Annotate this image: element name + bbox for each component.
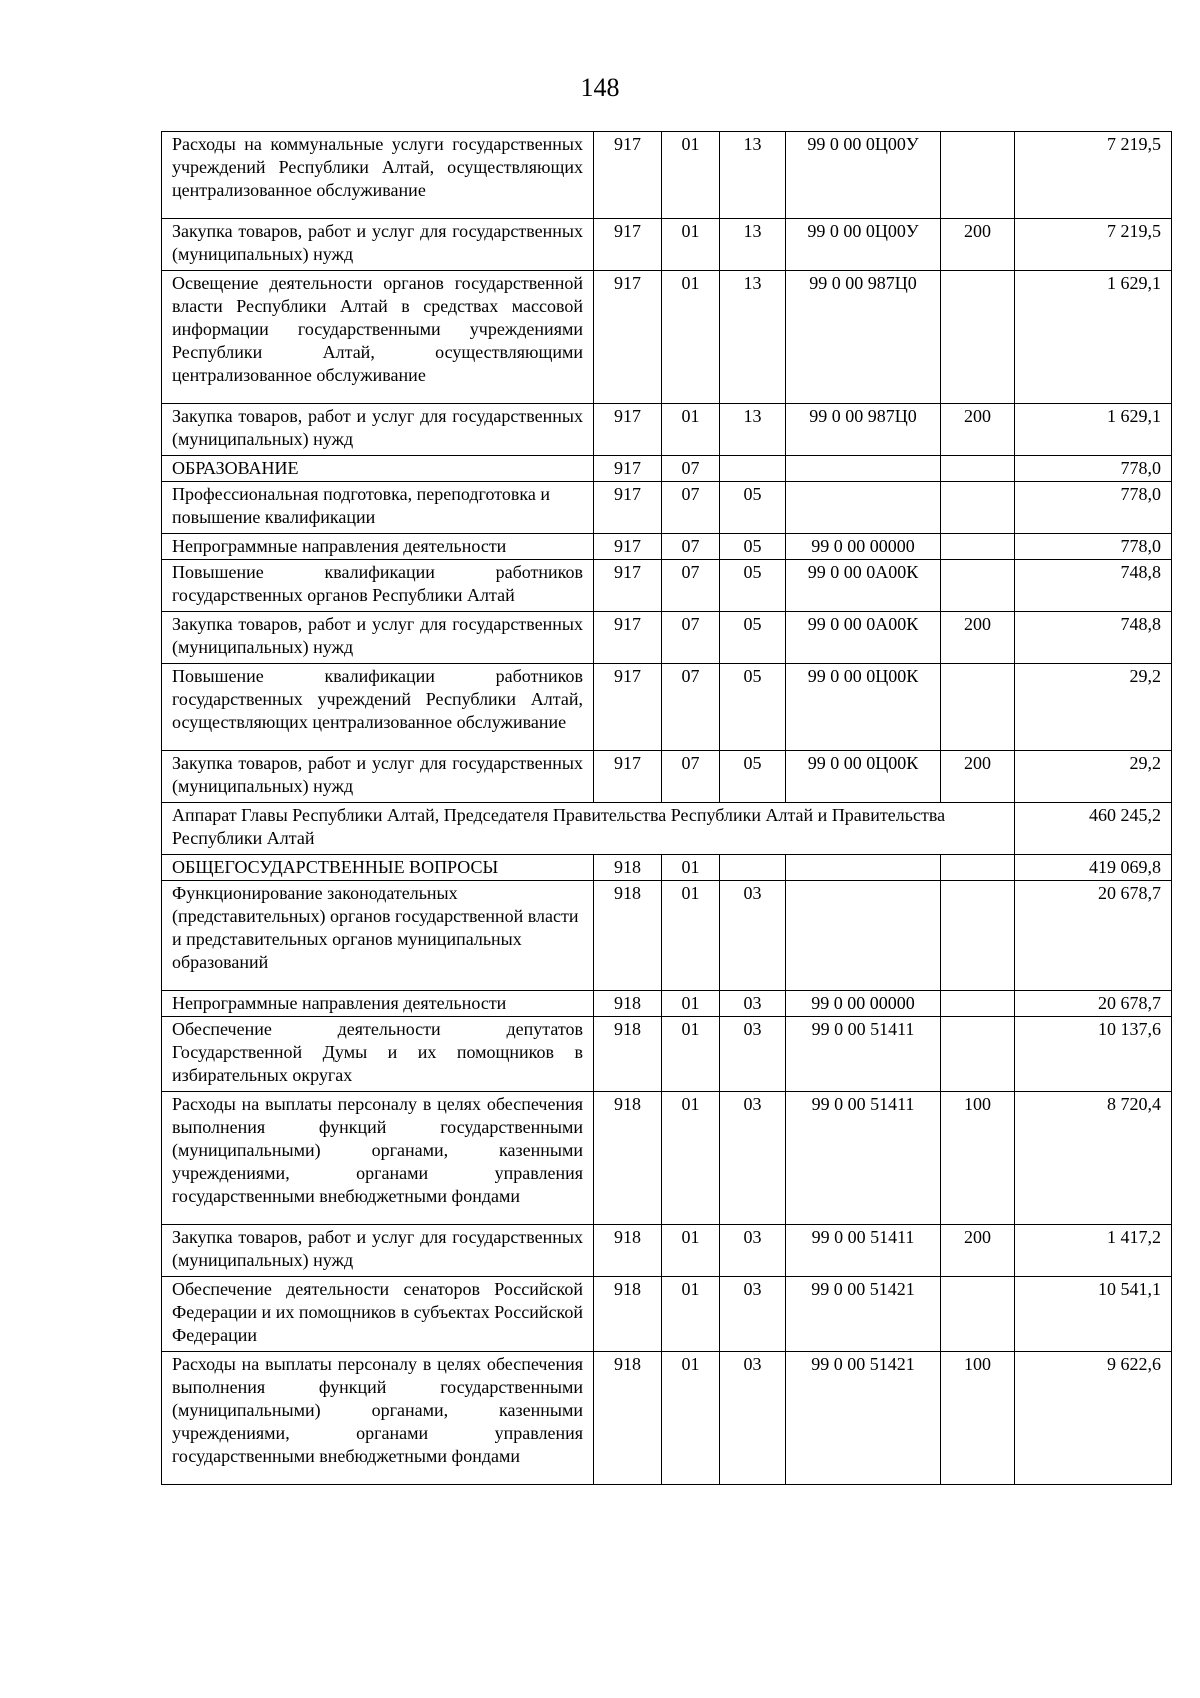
table-row [162, 1017, 1172, 1092]
ministry-code: 917 [594, 560, 662, 612]
subsection-code: 03 [720, 1352, 786, 1485]
expense-type-code [941, 881, 1015, 991]
page-number: 148 [580, 73, 620, 102]
row-title: Профессиональная подготовка, переподготовка и повышение квалификации [162, 482, 594, 534]
ministry-code: 918 [594, 1092, 662, 1225]
subsection-code: 05 [720, 751, 786, 803]
table-row [162, 1092, 1172, 1225]
row-title: Расходы на коммунальные услуги государственных учреждений Республики Алтай, осуществляющих централизованное обслуживание [162, 132, 594, 219]
amount-value: 419 069,8 [1015, 855, 1172, 881]
amount-value: 8 720,4 [1015, 1092, 1172, 1225]
section-code: 01 [662, 271, 720, 404]
section-code: 07 [662, 560, 720, 612]
amount-value: 1 417,2 [1015, 1225, 1172, 1277]
expense-type-code [941, 855, 1015, 881]
row-title: Расходы на выплаты персоналу в целях обеспечения выполнения функций государственными (муниципальными) органами, казенными учреждениями, органами управления государственными внебюджетными фондами [162, 1352, 594, 1485]
target-item-code: 99 0 00 51411 [786, 1225, 941, 1277]
expense-type-code: 200 [941, 219, 1015, 271]
table-row [162, 612, 1172, 664]
ministry-code: 918 [594, 991, 662, 1017]
section-code: 01 [662, 1092, 720, 1225]
target-item-code: 99 0 00 987Ц0 [786, 271, 941, 404]
row-title: Закупка товаров, работ и услуг для государственных (муниципальных) нужд [162, 612, 594, 664]
amount-value: 778,0 [1015, 482, 1172, 534]
row-title: Закупка товаров, работ и услуг для государственных (муниципальных) нужд [162, 404, 594, 456]
amount-value: 7 219,5 [1015, 132, 1172, 219]
ministry-code: 918 [594, 1225, 662, 1277]
expense-type-code [941, 534, 1015, 560]
ministry-code: 917 [594, 664, 662, 751]
table-row [162, 534, 1172, 560]
expense-type-code: 100 [941, 1092, 1015, 1225]
target-item-code: 99 0 00 51411 [786, 1092, 941, 1225]
expense-type-code: 200 [941, 612, 1015, 664]
target-item-code: 99 0 00 0А00К [786, 612, 941, 664]
ministry-code: 918 [594, 1277, 662, 1352]
table-row [162, 404, 1172, 456]
section-code: 07 [662, 664, 720, 751]
subsection-code: 05 [720, 560, 786, 612]
section-code: 01 [662, 855, 720, 881]
row-title: Обеспечение деятельности депутатов Государственной Думы и их помощников в избирательных округах [162, 1017, 594, 1092]
target-item-code: 99 0 00 0А00К [786, 560, 941, 612]
target-item-code [786, 482, 941, 534]
subsection-code: 13 [720, 132, 786, 219]
section-code: 07 [662, 612, 720, 664]
subsection-code [720, 456, 786, 482]
target-item-code: 99 0 00 00000 [786, 534, 941, 560]
ministry-code: 917 [594, 132, 662, 219]
row-title: Повышение квалификации работников государственных органов Республики Алтай [162, 560, 594, 612]
target-item-code: 99 0 00 0Ц00К [786, 751, 941, 803]
amount-value: 778,0 [1015, 456, 1172, 482]
table-row [162, 1225, 1172, 1277]
table-row [162, 132, 1172, 219]
target-item-code: 99 0 00 0Ц00У [786, 219, 941, 271]
ministry-code: 918 [594, 1017, 662, 1092]
subsection-code: 03 [720, 1225, 786, 1277]
amount-value: 10 137,6 [1015, 1017, 1172, 1092]
ministry-code: 917 [594, 219, 662, 271]
subsection-code: 03 [720, 1092, 786, 1225]
ministry-code: 918 [594, 855, 662, 881]
row-title: ОБРАЗОВАНИЕ [162, 456, 594, 482]
table-row [162, 803, 1172, 855]
expense-type-code [941, 482, 1015, 534]
section-code: 07 [662, 456, 720, 482]
row-title: Закупка товаров, работ и услуг для государственных (муниципальных) нужд [162, 751, 594, 803]
subsection-code [720, 855, 786, 881]
expense-type-code: 200 [941, 1225, 1015, 1277]
amount-value: 9 622,6 [1015, 1352, 1172, 1485]
expense-type-code [941, 664, 1015, 751]
table-row [162, 219, 1172, 271]
row-title: Освещение деятельности органов государственной власти Республики Алтай в средствах массовой информации государственными учреждениями Республики Алтай, осуществляющими централизованное обслуживание [162, 271, 594, 404]
amount-value: 1 629,1 [1015, 404, 1172, 456]
ministry-code: 917 [594, 751, 662, 803]
amount-value: 20 678,7 [1015, 991, 1172, 1017]
table-row [162, 560, 1172, 612]
subsection-code: 03 [720, 1277, 786, 1352]
subsection-code: 03 [720, 881, 786, 991]
subsection-code: 05 [720, 482, 786, 534]
ministry-code: 917 [594, 534, 662, 560]
section-code: 07 [662, 482, 720, 534]
amount-value: 10 541,1 [1015, 1277, 1172, 1352]
subsection-code: 05 [720, 534, 786, 560]
expense-type-code: 100 [941, 1352, 1015, 1485]
expense-type-code [941, 1277, 1015, 1352]
amount-value: 460 245,2 [1015, 803, 1172, 855]
table-row [162, 1352, 1172, 1485]
amount-value: 748,8 [1015, 560, 1172, 612]
subsection-code: 03 [720, 1017, 786, 1092]
ministry-code: 917 [594, 456, 662, 482]
table-row [162, 991, 1172, 1017]
expense-type-code: 200 [941, 404, 1015, 456]
ministry-code: 918 [594, 881, 662, 991]
table-row [162, 881, 1172, 991]
target-item-code: 99 0 00 51421 [786, 1352, 941, 1485]
table-row [162, 271, 1172, 404]
table-row [162, 456, 1172, 482]
row-title: Закупка товаров, работ и услуг для государственных (муниципальных) нужд [162, 1225, 594, 1277]
expense-type-code: 200 [941, 751, 1015, 803]
target-item-code: 99 0 00 987Ц0 [786, 404, 941, 456]
target-item-code: 99 0 00 00000 [786, 991, 941, 1017]
subsection-code: 13 [720, 271, 786, 404]
target-item-code: 99 0 00 51411 [786, 1017, 941, 1092]
section-code: 01 [662, 881, 720, 991]
section-code: 01 [662, 219, 720, 271]
section-code: 01 [662, 1225, 720, 1277]
amount-value: 29,2 [1015, 664, 1172, 751]
amount-value: 1 629,1 [1015, 271, 1172, 404]
table-row [162, 482, 1172, 534]
amount-value: 748,8 [1015, 612, 1172, 664]
ministry-code: 917 [594, 482, 662, 534]
target-item-code [786, 881, 941, 991]
expense-type-code [941, 560, 1015, 612]
expense-type-code [941, 991, 1015, 1017]
subsection-code: 05 [720, 664, 786, 751]
ministry-code: 918 [594, 1352, 662, 1485]
expense-type-code [941, 271, 1015, 404]
target-item-code: 99 0 00 0Ц00К [786, 664, 941, 751]
table-row [162, 855, 1172, 881]
ministry-code: 917 [594, 404, 662, 456]
row-title: Функционирование законодательных (представительных) органов государственной власти и представительных органов муниципальных образований [162, 881, 594, 991]
section-code: 01 [662, 404, 720, 456]
section-code: 01 [662, 991, 720, 1017]
section-code: 01 [662, 1017, 720, 1092]
ministry-code: 917 [594, 612, 662, 664]
row-title: Повышение квалификации работников государственных учреждений Республики Алтай, осуществляющих централизованное обслуживание [162, 664, 594, 751]
target-item-code [786, 855, 941, 881]
ministry-code: 917 [594, 271, 662, 404]
table-row [162, 751, 1172, 803]
amount-value: 778,0 [1015, 534, 1172, 560]
amount-value: 7 219,5 [1015, 219, 1172, 271]
target-item-code [786, 456, 941, 482]
row-title: Непрограммные направления деятельности [162, 534, 594, 560]
row-title: Аппарат Главы Республики Алтай, Председателя Правительства Республики Алтай и Правительства Республики Алтай [162, 803, 1015, 855]
subsection-code: 13 [720, 404, 786, 456]
section-code: 07 [662, 534, 720, 560]
row-title: Непрограммные направления деятельности [162, 991, 594, 1017]
budget-table-body [162, 132, 1172, 1485]
subsection-code: 03 [720, 991, 786, 1017]
expense-type-code [941, 132, 1015, 219]
expense-type-code [941, 456, 1015, 482]
table-row [162, 664, 1172, 751]
subsection-code: 13 [720, 219, 786, 271]
row-title: ОБЩЕГОСУДАРСТВЕННЫЕ ВОПРОСЫ [162, 855, 594, 881]
amount-value: 20 678,7 [1015, 881, 1172, 991]
target-item-code: 99 0 00 0Ц00У [786, 132, 941, 219]
row-title: Расходы на выплаты персоналу в целях обеспечения выполнения функций государственными (муниципальными) органами, казенными учреждениями, органами управления государственными внебюджетными фондами [162, 1092, 594, 1225]
row-title: Обеспечение деятельности сенаторов Российской Федерации и их помощников в субъектах Российской Федерации [162, 1277, 594, 1352]
section-code: 07 [662, 751, 720, 803]
section-code: 01 [662, 132, 720, 219]
amount-value: 29,2 [1015, 751, 1172, 803]
target-item-code: 99 0 00 51421 [786, 1277, 941, 1352]
subsection-code: 05 [720, 612, 786, 664]
section-code: 01 [662, 1352, 720, 1485]
table-row [162, 1277, 1172, 1352]
row-title: Закупка товаров, работ и услуг для государственных (муниципальных) нужд [162, 219, 594, 271]
budget-table [161, 131, 1172, 1485]
expense-type-code [941, 1017, 1015, 1092]
section-code: 01 [662, 1277, 720, 1352]
